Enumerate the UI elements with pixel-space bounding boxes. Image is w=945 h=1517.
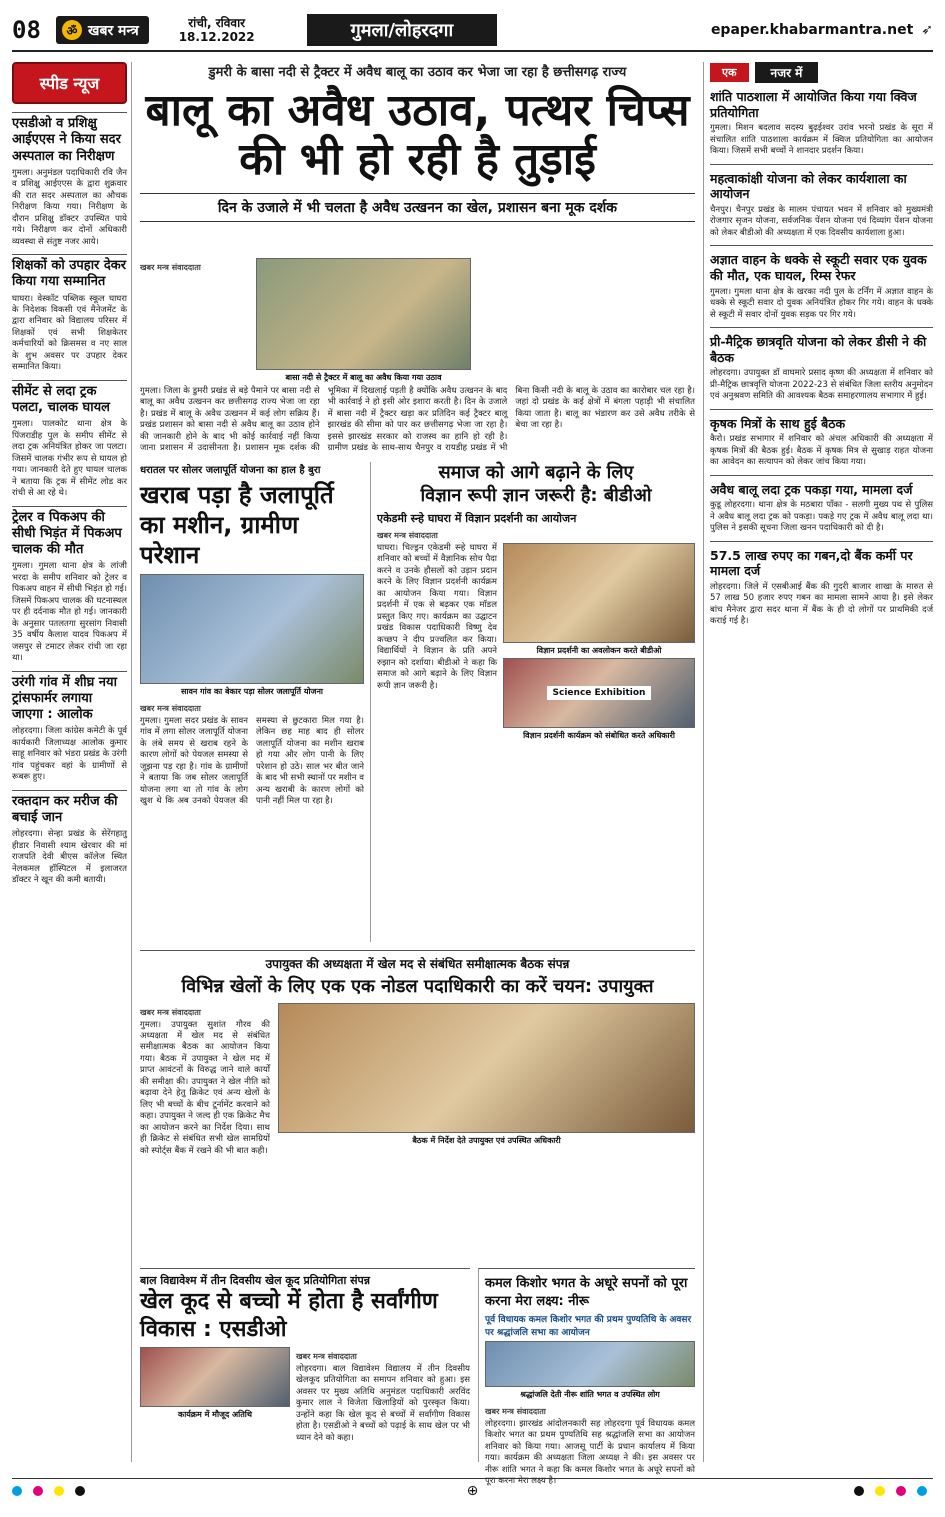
right-item-title: प्री-मैट्रिक छात्रवृति योजना को लेकर डीसी ने की बैठक: [710, 333, 927, 365]
sports-headline: विभिन्न खेलों के लिए एक एक नोडल पदाधिकारी का करें चयन: उपायुक्त: [181, 976, 654, 997]
epaper-link[interactable]: epaper.khabarmantra.net: [710, 22, 914, 38]
right-item-title: कृषक मित्रों के साथ हुई बैठक: [710, 415, 846, 431]
lead-story: [140, 258, 695, 456]
swatch-yellow: [54, 1486, 64, 1496]
child-sports-body: लोहरदगा। बाल विद्यावेश्म विद्यालय में तीन दिवसीय खेलकूद प्रतियोगिता का समापन शनिवार को हुआ। इस अवसर पर मुख्य अतिथि अनुमंडल पदाधिकारी अरविंद कुमार लाल ने विजेता खिलाड़ियों को पुरस्कृत किया। उन्होंने कहा कि खेल कूद से बच्चों में सर्वांगीण विकास होता है। एसडीओ ने बच्चों को पढ़ाई के साथ खेल पर भी ध्यान देने को कहा।: [296, 1364, 470, 1443]
science-body: घाघरा। चिल्ड्रन एकेडमी स्न्हे घाघरा में शनिवार को बच्चों में वैज्ञानिक सोच पैदा करने व उनके हौसलों को उड़ान प्रदान करने के लिए विज्ञान प्रदर्शनी कार्यक्रम का आयोजन किया गया। विज्ञान प्रदर्शनी में एक से बढ़कर एक मॉडल प्रस्तुत किए गए। कार्यक्रम का उद्घाटन प्रखंड विकास पदाधिकारी विष्णु देव कच्छप ने दीप प्रज्वलित कर किया। विद्यार्थियों ने विज्ञान के प्रति अपने रुझान को दर्शाया। बीडीओ ने कहा कि समाज को आगे बढ़ाने के लिए विज्ञान रूपी ज्ञान जरूरी है।: [377, 543, 497, 691]
left-item: [12, 254, 127, 374]
right-item: [710, 252, 933, 321]
byline: खबर मन्त्र संवाददाता: [296, 1352, 357, 1361]
lead-header: [140, 62, 695, 252]
right-item-title: महत्वाकांक्षी योजना को लेकर कार्यशाला का आयोजन: [710, 170, 907, 202]
lead-photo: [256, 258, 471, 370]
right-item: [710, 89, 933, 158]
lead-body: गुमला। जिला के डुमरी प्रखंड से बड़े पैमाने पर बासा नदी से बालू का अवैध उत्खनन कर छत्तीसगढ़ राज्य भेजा जा रहा है। प्रखंड में बालू के अवैध उत्खनन में कई लोग सक्रिय हैं। प्रखंड प्रशासन को बासा नदी से अवैध बालू का उठाव होने की जानकारी होने के बाद भी कोई कार्रवाई नहीं किया जाना प्रशासन में उदासीनता है। प्रशासन मूक दर्शक की भूमिका में दिखलाई पड़ती है क्योंकि अवैध उत्खनन के बाद भी कार्रवाई ने हो इसी ओर इशारा करती है। दिन के उजाले में बासा नदी में ट्रैक्टर खड़ा कर प्रतिदिन कई ट्रैक्टर बालू झारखंड की सीमा को पार कर छत्तीसगढ़ भेजा जा रहा है। इससे झारखंड सरकार को राजस्व का हानि हो रही है। ग्रामीण प्रखंड के साथ-साथ चैनपुर व रायडीह प्रखंड में भी बिना किसी नदी के बालू के उठाव का कारोबार चल रहा है। जहां दो प्रखंड के कई क्षेत्रों में बंगला पहाड़ी भी संचालित किया जाता है। बालू का भंडारण कर उसे अवैध तरीके से बेचा जा रहा है।: [140, 386, 695, 454]
right-item: [710, 416, 933, 469]
right-item-body: गुमला। मिशन बदलाव सदस्य बुढ़ईश्वर उरांव भरनो प्रखंड के सूरा में संचालित शांति पाठशाला कार्यक्रम में क्विज प्रतियोगिता का आयोजन किया। जिसमें सभी बच्चों ने शानदार प्रदर्शन किया।: [710, 123, 933, 157]
left-item-body: लोहरदगा। सेन्हा प्रखंड के सेरेंगहातु हीडार निवासी श्याम खेरवार की मां राजपति देवी बीएस कॉलेज स्थित नेलकमल हॉस्पिटल में इलाजरत डॉक्टर ने खून की कमी बतायी।: [12, 829, 127, 886]
left-item-body: गुमला। गुमला थाना क्षेत्र के लांजी भरदा के समीप शनिवार को ट्रेलर व पिकअप वाहन में सीधी भिड़ंत हो गई। जिसमें पिकअप चालक की घटनास्थल पर ही दर्दनाक मौत हो गई। जानकारी के अनुसार पतलतगा सुरसांग निवासी 35 वर्षीय कैलाश यादव पिकअप में जसपुर से टमाटर लेकर रांची जा रहा था।: [12, 561, 127, 664]
right-item-body: लोहरदगा। जिले में एसबीआई बैंक की गुदरी बाजार शाखा के मारुत से 57 लाख 50 हजार रुपए गबन का मामला सामने आया है। इसे लेकर बांच मैनेजर द्वारा सदर थाना में बैंक के ही दो लोगों पर प्राथमिकी दर्ज कराई गई है।: [710, 581, 933, 627]
left-item: [12, 671, 127, 784]
kamal-body: लोहरदगा। झारखंड आंदोलनकारी सह लोहरदगा पूर्व विधायक कमल किशोर भगत का प्रथम पुण्यतिथि सह श्रद्धांजलि सभा का आयोजन शनिवार को किया गया। आजसू पार्टी के प्रधान कार्यालय में किया गया। कार्यक्रम की अध्यक्षता जिला अध्यक्ष ने की। इस अवसर पर नीरू शांति भगत ने कहा कि कमल किशोर भगत के अधूरे सपनों को पूरा करना मेरा लक्ष्य है।: [485, 1419, 695, 1487]
science-photo-1-caption: विज्ञान प्रदर्शनी का अवलोकन करते बीडीओ: [503, 643, 695, 658]
science-headline-1: समाज को आगे बढ़ाने के लिए: [438, 462, 634, 483]
water-kicker: धरातल पर सोलर जलापूर्ति योजना का हाल है बुरा: [140, 465, 321, 476]
pointer-icon: ➶: [921, 22, 933, 38]
right-item-body: कुडू लोहरदगा। थाना क्षेत्र के मठबारा पाँका - सलगी मुख्य पथ से पुलिस ने अवैध बालू लदा ट्रक को पकड़ा। पकड़े गए ट्रक में अवैध बालू लदा था। पुलिस ने इसकी सूचना जिला खनन पदाधिकारी को दी है।: [710, 500, 933, 534]
issue-date: 18.12.2022: [178, 30, 255, 44]
lead-headline: बालू का अवैध उठाव, पत्थर चिप्स की भी हो रही है तुड़ाई: [145, 85, 690, 186]
sports-story: [140, 950, 695, 1260]
masthead: [12, 10, 933, 52]
byline: खबर मन्त्र संवाददाता: [140, 1007, 201, 1017]
dateline: [179, 16, 255, 45]
speed-news-logo: स्पीड न्यूज: [12, 62, 127, 104]
right-item-title: 57.5 लाख रुपए का गबन,दो बैंक कर्मी पर मामला दर्ज: [710, 547, 913, 579]
swatch-magenta: [896, 1486, 906, 1496]
child-sports-photo: [140, 1347, 290, 1407]
water-photo-caption: सावन गांव का बेकार पड़ा सोलर जलापूर्ति योजना: [140, 684, 364, 699]
main-content: [140, 62, 695, 1487]
byline: खबर मन्त्र संवाददाता: [485, 1407, 546, 1416]
tag-ek: एक: [710, 63, 749, 82]
left-item: [12, 506, 127, 665]
color-swatches: [12, 1481, 91, 1500]
swatch-black: [854, 1486, 864, 1496]
lead-photo-caption: बासा नदी से ट्रैक्टर में बालू का अवैध किया गया उठाव: [256, 370, 471, 385]
left-item: [12, 380, 127, 500]
sports-kicker: उपायुक्त की अध्यक्षता में खेल मद से संबंधित समीक्षात्मक बैठक संपन्न: [265, 957, 570, 971]
kamal-headline: कमल किशोर भगत के अधूरे सपनों को पूरा करना मेरा लक्ष्य: नीरू: [485, 1276, 688, 1309]
left-item-title: सीमेंट से लदा ट्रक पलटा, चालक घायल: [12, 380, 127, 417]
left-item-title: एसडीओ व प्रशिक्षु आईएएस ने किया सदर अस्पताल का निरीक्षण: [12, 112, 127, 165]
right-item: [710, 482, 933, 535]
city-day: रांची, रविवार: [188, 15, 246, 30]
water-photo: [140, 574, 364, 684]
print-footer: [12, 1478, 933, 1502]
science-sub: एकेडमी स्न्हे घाघरा में विज्ञान प्रदर्शनी का आयोजन: [377, 512, 577, 525]
left-item-title: उरंगी गांव में शीघ्र नया ट्रांसफार्मर लगाया जाएगा : आलोक: [12, 671, 127, 724]
byline: खबर मन्त्र संवाददाता: [140, 704, 201, 713]
science-photo-2-caption: विज्ञान प्रदर्शनी कार्यक्रम को संबोधित करते अधिकारी: [503, 728, 695, 743]
child-sports-headline: खेल कूद से बच्चो में होता है सर्वांगीण विकास : एसडीओ: [140, 1289, 438, 1342]
left-item-title: शिक्षकों को उपहार देकर किया गया सम्मानित: [12, 254, 127, 291]
color-swatches: [854, 1481, 933, 1500]
left-item-title: रक्तदान कर मरीज की बचाई जान: [12, 790, 127, 827]
registration-target-icon: ⊕: [466, 1482, 479, 1499]
right-item-title: शांति पाठशाला में आयोजित किया गया क्विज प्रतियोगिता: [710, 89, 917, 120]
science-story: [370, 462, 695, 942]
left-item-body: लोहरदगा। जिला कांग्रेस कमेटी के पूर्व कार्यकारी जिलाध्यक्ष आलोक कुमार साहू शनिवार को भंडरा प्रखंड के उरंगी गांव पहुंचकर वहां के ग्रामीणों से रूबरू हुए।: [12, 726, 127, 783]
science-photo-2: [503, 658, 695, 728]
byline: खबर मन्त्र संवाददाता: [140, 263, 201, 272]
science-photo-1: [503, 543, 695, 643]
right-item-body: कैरो। प्रखंड सभागार में शनिवार को अंचल अधिकारी की अध्यक्षता में कृषक मित्रों की बैठक हुई। बैठक में कृषक मित्र से सुखाड़ राहत योजना का आवेदन का सत्यापन को लेकर जांच किया गया।: [710, 434, 933, 468]
page-number: 08: [12, 16, 41, 44]
child-sports-story: [140, 1268, 470, 1462]
brand[interactable]: [56, 16, 149, 44]
left-item-title: ट्रेलर व पिकअप की सीधी भिड़ंत में पिकअप चालक की मौत: [12, 506, 127, 559]
kamal-photo-caption: श्रद्धांजलि देती नीरू शांति भगत व उपस्थित लोग: [485, 1387, 695, 1402]
ek-nazar-column: [703, 62, 933, 1462]
kamal-photo: [485, 1341, 695, 1387]
speed-news-column: [12, 62, 132, 1462]
ek-nazar-tag: [710, 62, 933, 83]
right-item-body: लोहरदगा। उपायुक्त डॉ वाघमारे प्रसाद कृष्ण की अध्यक्षता में शनिवार को प्री-मैट्रिक छात्रवृत्ति योजना 2022-23 से संबंधित जिला स्तरीय अनुमोदन एवं अनुश्रवण समिति की आवश्यक बैठक समाहरणालय सभागार में हुई।: [710, 368, 933, 402]
right-item-body: गुमला। गुमला थाना क्षेत्र के खरका नदी पुल के टर्निंग में अज्ञात वाहन के धक्के से स्कूटी सवार दो युवक अनियंत्रित होकर गिर गये। वाहन के धक्के से स्कूटी में सवार दोनों युवक सड़क पर गिर गये।: [710, 286, 933, 320]
sports-body: गुमला। उपायुक्त सुशांत गौरव की अध्यक्षता में खेल मद से संबंधित समीक्षात्मक बैठक का आयोजन किया गया। बैठक में उपायुक्त ने खेल मद में प्राप्त आवंटनों के विरुद्ध जाने वाले कार्यों की समीक्षा की। उपायुक्त ने खेल नीति को बढ़ावा देने हेतु क्रिकेट एवं अन्य खेलों के लिए भी बच्चों के बीच टूर्नामेंट करवाने को कहा। उपायुक्त ने जल्द ही एक क्रिकेट मैच का आयोजन करने का निर्देश दिया। साथ ही क्रिकेट से संबंधित सभी खेल सामग्रियों को स्पोर्ट्स बैंक में रखने की भी बात कही।: [140, 1019, 270, 1156]
lead-kicker: डुमरी के बासा नदी से ट्रैक्टर में अवैध बालू का उठाव कर भेजा जा रहा है छत्तीसगढ़ राज्य: [208, 65, 627, 80]
water-headline: खराब पड़ा है जलापूर्ति का मशीन, ग्रामीण परेशान: [140, 481, 334, 569]
right-item: [710, 334, 933, 403]
lead-deck: दिन के उजाले में भी चलता है अवैध उत्खनन का खेल, प्रशासन बना मूक दर्शक: [140, 193, 695, 222]
tag-nazar: नजर में: [755, 62, 819, 83]
child-sports-kicker: बाल विद्यावेश्म में तीन दिवसीय खेल कूद प्रतियोगिता संपन्न: [140, 1274, 371, 1287]
child-sports-photo-caption: कार्यक्रम में मौजूद अतिथि: [140, 1407, 290, 1422]
science-headline-2: विज्ञान रूपी ज्ञान जरूरी है: बीडीओ: [420, 484, 652, 506]
left-item: [12, 790, 127, 887]
water-body: गुमला। गुमला सदर प्रखंड के सावन गांव में लगा सोलर जलापूर्ति योजना के लंबे समय से खराब रहने के कारण लोगों को पेयजल समस्या से जूझना पड़ रहा है। गांव के ग्रामीणों ने बताया कि जब सोलर जलापूर्ति योजना लगा था तो गांव के लोग खुश थे कि अब उनको पेयजल की समस्या से छुटकारा मिल गया है। लेकिन छह माह बाद ही सोलर जलापूर्ति योजना का मशीन खराब हो गया और लोग पानी के लिए परेशान हो उठे। साल भर बीत जाने के बाद भी सभी स्थानों पर मशीन व अन्य खराबी के कारण लोगों को पानी नहीं मिल पा रहा है।: [140, 716, 364, 807]
swatch-yellow: [875, 1486, 885, 1496]
left-item-body: गुमला। अनुमंडल पदाधिकारी रवि जैन व प्रशिक्षु आईएएस के द्वारा शुक्रवार की रात सदर अस्पताल का औचक निरीक्षण किया गया। निरीक्षण के दौरान प्रशिक्षु डॉक्टर उपस्थित पाये गये। निरीक्षण कर दोनों अधिकारी व्यवस्था से संतुष्ट नजर आये।: [12, 167, 127, 247]
left-item-body: गुमला। पालकोट थाना क्षेत्र के पिंजराडीह पुल के समीप सीमेंट से लदा ट्रक अनियंत्रित होकर जा पलटा। जिसमें चालक गंभीर रूप से घायल हो गया। जानकारी देते हुए घायल चालक ने बताया कि ट्रक में सीमेंट लोड कर रांची से आ रहे थे।: [12, 419, 127, 499]
right-item-title: अज्ञात वाहन के धक्के से स्कूटी सवार एक युवक की मौत, एक घायल, रिम्स रेफर: [710, 252, 927, 283]
science-banner-text: Science Exhibition: [547, 686, 652, 700]
kamal-story: [478, 1268, 695, 1487]
sports-photo-caption: बैठक में निर्देश देते उपायुक्त एवं उपस्थित अधिकारी: [278, 1133, 695, 1148]
kamal-sub: पूर्व विधायक कमल किशोर भगत की प्रथम पुण्यतिथि के अवसर पर श्रद्धांजलि सभा का आयोजन: [485, 1315, 692, 1338]
right-item-body: चैनपुर। चैनपुर प्रखंड के मालम पंचायत भवन में शनिवार को मुख्यमंत्री रोजगार सृजन योजना, सर्वजनिक पेंशन योजना एवं दिव्यांग पेंशन योजना को लेकर बीडीओ की अध्यक्षता में एक दिवसीय कार्यशाला हुआ।: [710, 204, 933, 238]
swatch-magenta: [33, 1486, 43, 1496]
sports-photo: [278, 1003, 695, 1133]
right-item-title: अवैध बालू लदा ट्रक पकड़ा गया, मामला दर्ज: [710, 481, 913, 497]
swatch-black: [75, 1486, 85, 1496]
section-tag: गुमला/लोहरदगा: [307, 14, 497, 46]
om-logo-icon: ॐ: [62, 20, 82, 40]
swatch-cyan: [12, 1486, 22, 1496]
right-item: [710, 171, 933, 240]
brand-name: खबर मन्त्र: [88, 22, 139, 39]
left-item: [12, 112, 127, 248]
byline: खबर मन्त्र संवाददाता: [377, 531, 438, 540]
right-item: [710, 548, 933, 628]
water-story: [140, 462, 364, 942]
swatch-cyan: [917, 1486, 927, 1496]
left-item-body: घाघरा। वेस्कॉट पब्लिक स्कूल घाघरा के निदेशक विकसी एवं मैनेजमेंट के द्वारा शनिवार को विद्यालय परिसर में शिक्षकों एवं सभी शिक्षकेतर कर्मचारियों को क्रिसमस व नए साल के शुभ अवसर पर उपहार देकर सम्मानित किया।: [12, 293, 127, 373]
